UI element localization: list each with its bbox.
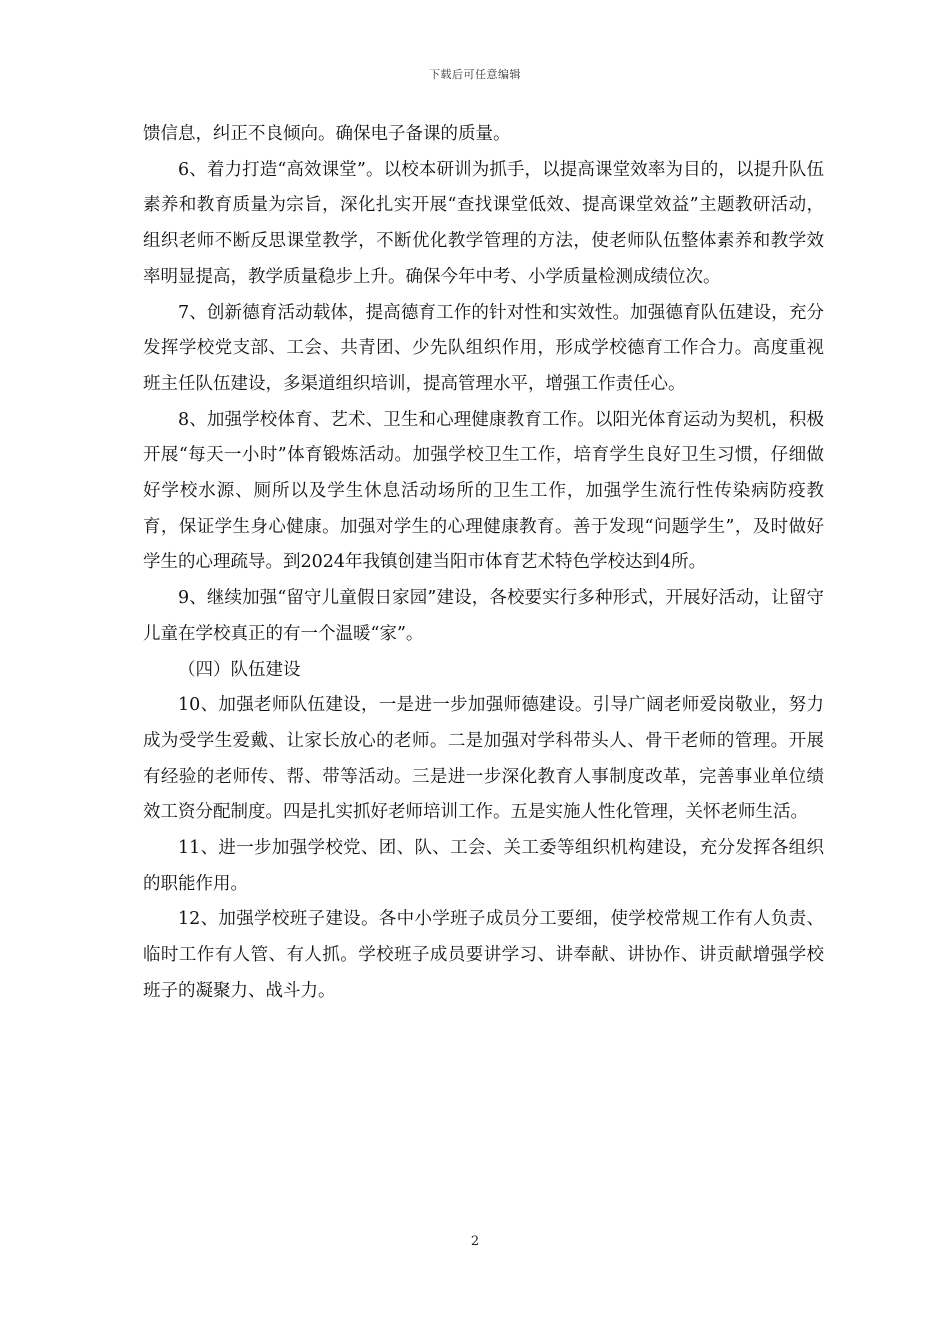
- paragraph-item-9: 9、继续加强“留守儿童假日家园”建设，各校要实行多种形式，开展好活动，让留守儿童在学校真正的有一个温暖“家”。: [143, 588, 824, 644]
- document-body: [143, 117, 824, 1010]
- page-number: 2: [470, 1234, 480, 1249]
- paragraph-item-6: 6、着力打造“高效课堂”。以校本研训为抓手，以提高课堂效率为目的，以提升队伍素养和教育质量为宗旨，深化扎实开展“查找课堂低效、提高课堂效益”主题教研活动，组织老师不断反思课堂教学，不断优化教学管理的方法，使老师队伍整体素养和教学效率明显提高，教学质量稳步上升。确保今年中考、小学质量检测成绩位次。: [143, 159, 824, 287]
- paragraph-item-8: 8、加强学校体育、艺术、卫生和心理健康教育工作。以阳光体育运动为契机，积极开展“每天一小时”体育锻炼活动。加强学校卫生工作，培育学生良好卫生习惯，仔细做好学校水源、厕所以及学生休息活动场所的卫生工作，加强学生流行性传染病防疫教育，保证学生身心健康。加强对学生的心理健康教育。善于发现“问题学生”，及时做好学生的心理疏导。到2024年我镇创建当阳市体育艺术特色学校达到4所。: [143, 409, 824, 573]
- section-heading-team-building: （四）队伍建设: [178, 659, 301, 680]
- paragraph-item-11: 11、进一步加强学校党、团、队、工会、关工委等组织机构建设，充分发挥各组织的职能作用。: [143, 838, 824, 894]
- page-header: 下载后可任意编辑: [429, 68, 521, 81]
- paragraph-item-12: 12、加强学校班子建设。各中小学班子成员分工要细，使学校常规工作有人负责、临时工作有人管、有人抓。学校班子成员要讲学习、讲奉献、讲协作、讲贡献增强学校班子的凝聚力、战斗力。: [143, 909, 824, 1001]
- paragraph-item-7: 7、创新德育活动载体，提高德育工作的针对性和实效性。加强德育队伍建设，充分发挥学校党支部、工会、共青团、少先队组织作用，形成学校德育工作合力。高度重视班主任队伍建设，多渠道组织培训，提高管理水平，增强工作责任心。: [143, 302, 824, 394]
- paragraph-continuation: 馈信息，纠正不良倾向。确保电子备课的质量。: [143, 124, 511, 144]
- paragraph-item-10: 10、加强老师队伍建设，一是进一步加强师德建设。引导广阔老师爱岗敬业，努力成为受学生爱戴、让家长放心的老师。二是加强对学科带头人、骨干老师的管理。开展有经验的老师传、帮、带等活动。三是进一步深化教育人事制度改革，完善事业单位绩效工资分配制度。四是扎实抓好老师培训工作。五是实施人性化管理，关怀老师生活。: [143, 695, 824, 823]
